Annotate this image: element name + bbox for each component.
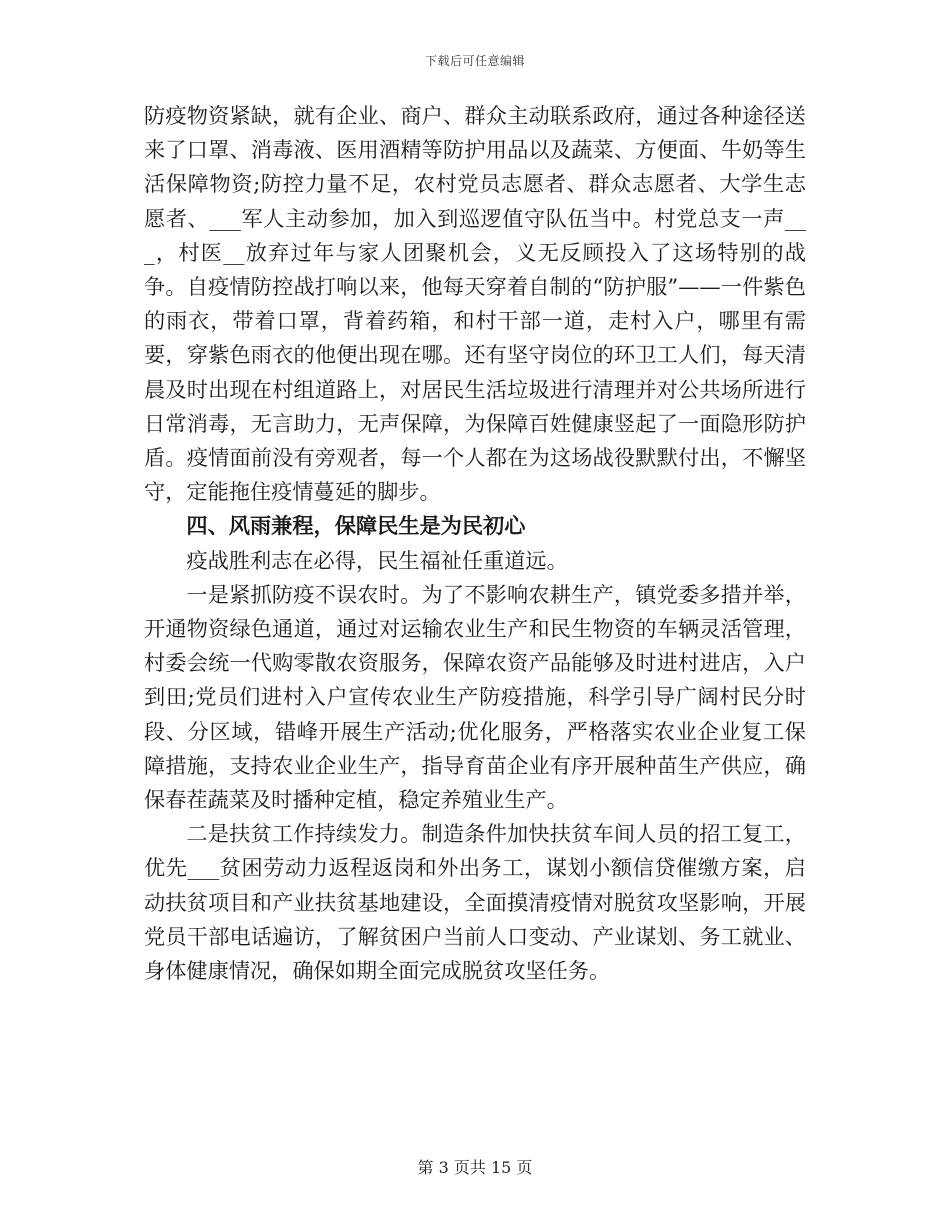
page-header-note: 下载后可任意编辑 (424, 54, 525, 68)
body-paragraph: 二是扶贫工作持续发力。制造条件加快扶贫车间人员的招工复工，优先___贫困劳动力返程返岗和外出务工，谋划小额信贷催缴方案，启动扶贫项目和产业扶贫基地建设，全面摸清疫情对脱贫攻坚影响，开展党员干部电话遍访，了解贫困户当前人口变动、产业谋划、务工就业、身体健康情况，确保如期全面完成脱贫攻坚任务。 (144, 821, 806, 984)
section-heading: 四、风雨兼程，保障民生是为民初心 (186, 513, 526, 539)
body-paragraph-continued: 防疫物资紧缺，就有企业、商户、群众主动联系政府，通过各种途径送来了口罩、消毒液、医用酒精等防护用品以及蔬菜、方便面、牛奶等生活保障物资;防控力量不足，农村党员志愿者、群众志愿者、大学生志愿者、___军人主动参加，加入到巡逻值守队伍当中。村党总支一声___，村医__放弃过年与家人团聚机会，义无反顾投入了这场特别的战争。自疫情防控战打响以来，他每天穿着自制的“防护服”——一件紫色的雨衣，带着口罩，背着药箱，和村干部一道，走村入户，哪里有需要，穿紫色雨衣的他便出现在哪。还有坚守岗位的环卫工人们，每天清晨及时出现在村组道路上，对居民生活垃圾进行清理并对公共场所进行日常消毒，无言助力，无声保障，为保障百姓健康竖起了一面隐形防护盾。疫情面前没有旁观者，每一个人都在为这场战役默默付出，不懈坚守，定能拖住疫情蔓延的脚步。 (144, 103, 806, 505)
page-number: 第 3 页共 15 页 (417, 1158, 533, 1177)
body-paragraph: 一是紧抓防疫不误农时。为了不影响农耕生产，镇党委多措并举，开通物资绿色通道，通过对运输农业生产和民生物资的车辆灵活管理，村委会统一代购零散农资服务，保障农资产品能够及时进村进店，入户到田;党员们进村入户宣传农业生产防疫措施，科学引导广阔村民分时段、分区域，错峰开展生产活动;优化服务，严格落实农业企业复工保障措施，支持农业企业生产，指导育苗企业有序开展种苗生产供应，确保春茬蔬菜及时播种定植，稳定养殖业生产。 (144, 581, 806, 813)
document-body (144, 99, 806, 988)
body-paragraph: 疫战胜利志在必得，民生福祉任重道远。 (186, 547, 568, 573)
